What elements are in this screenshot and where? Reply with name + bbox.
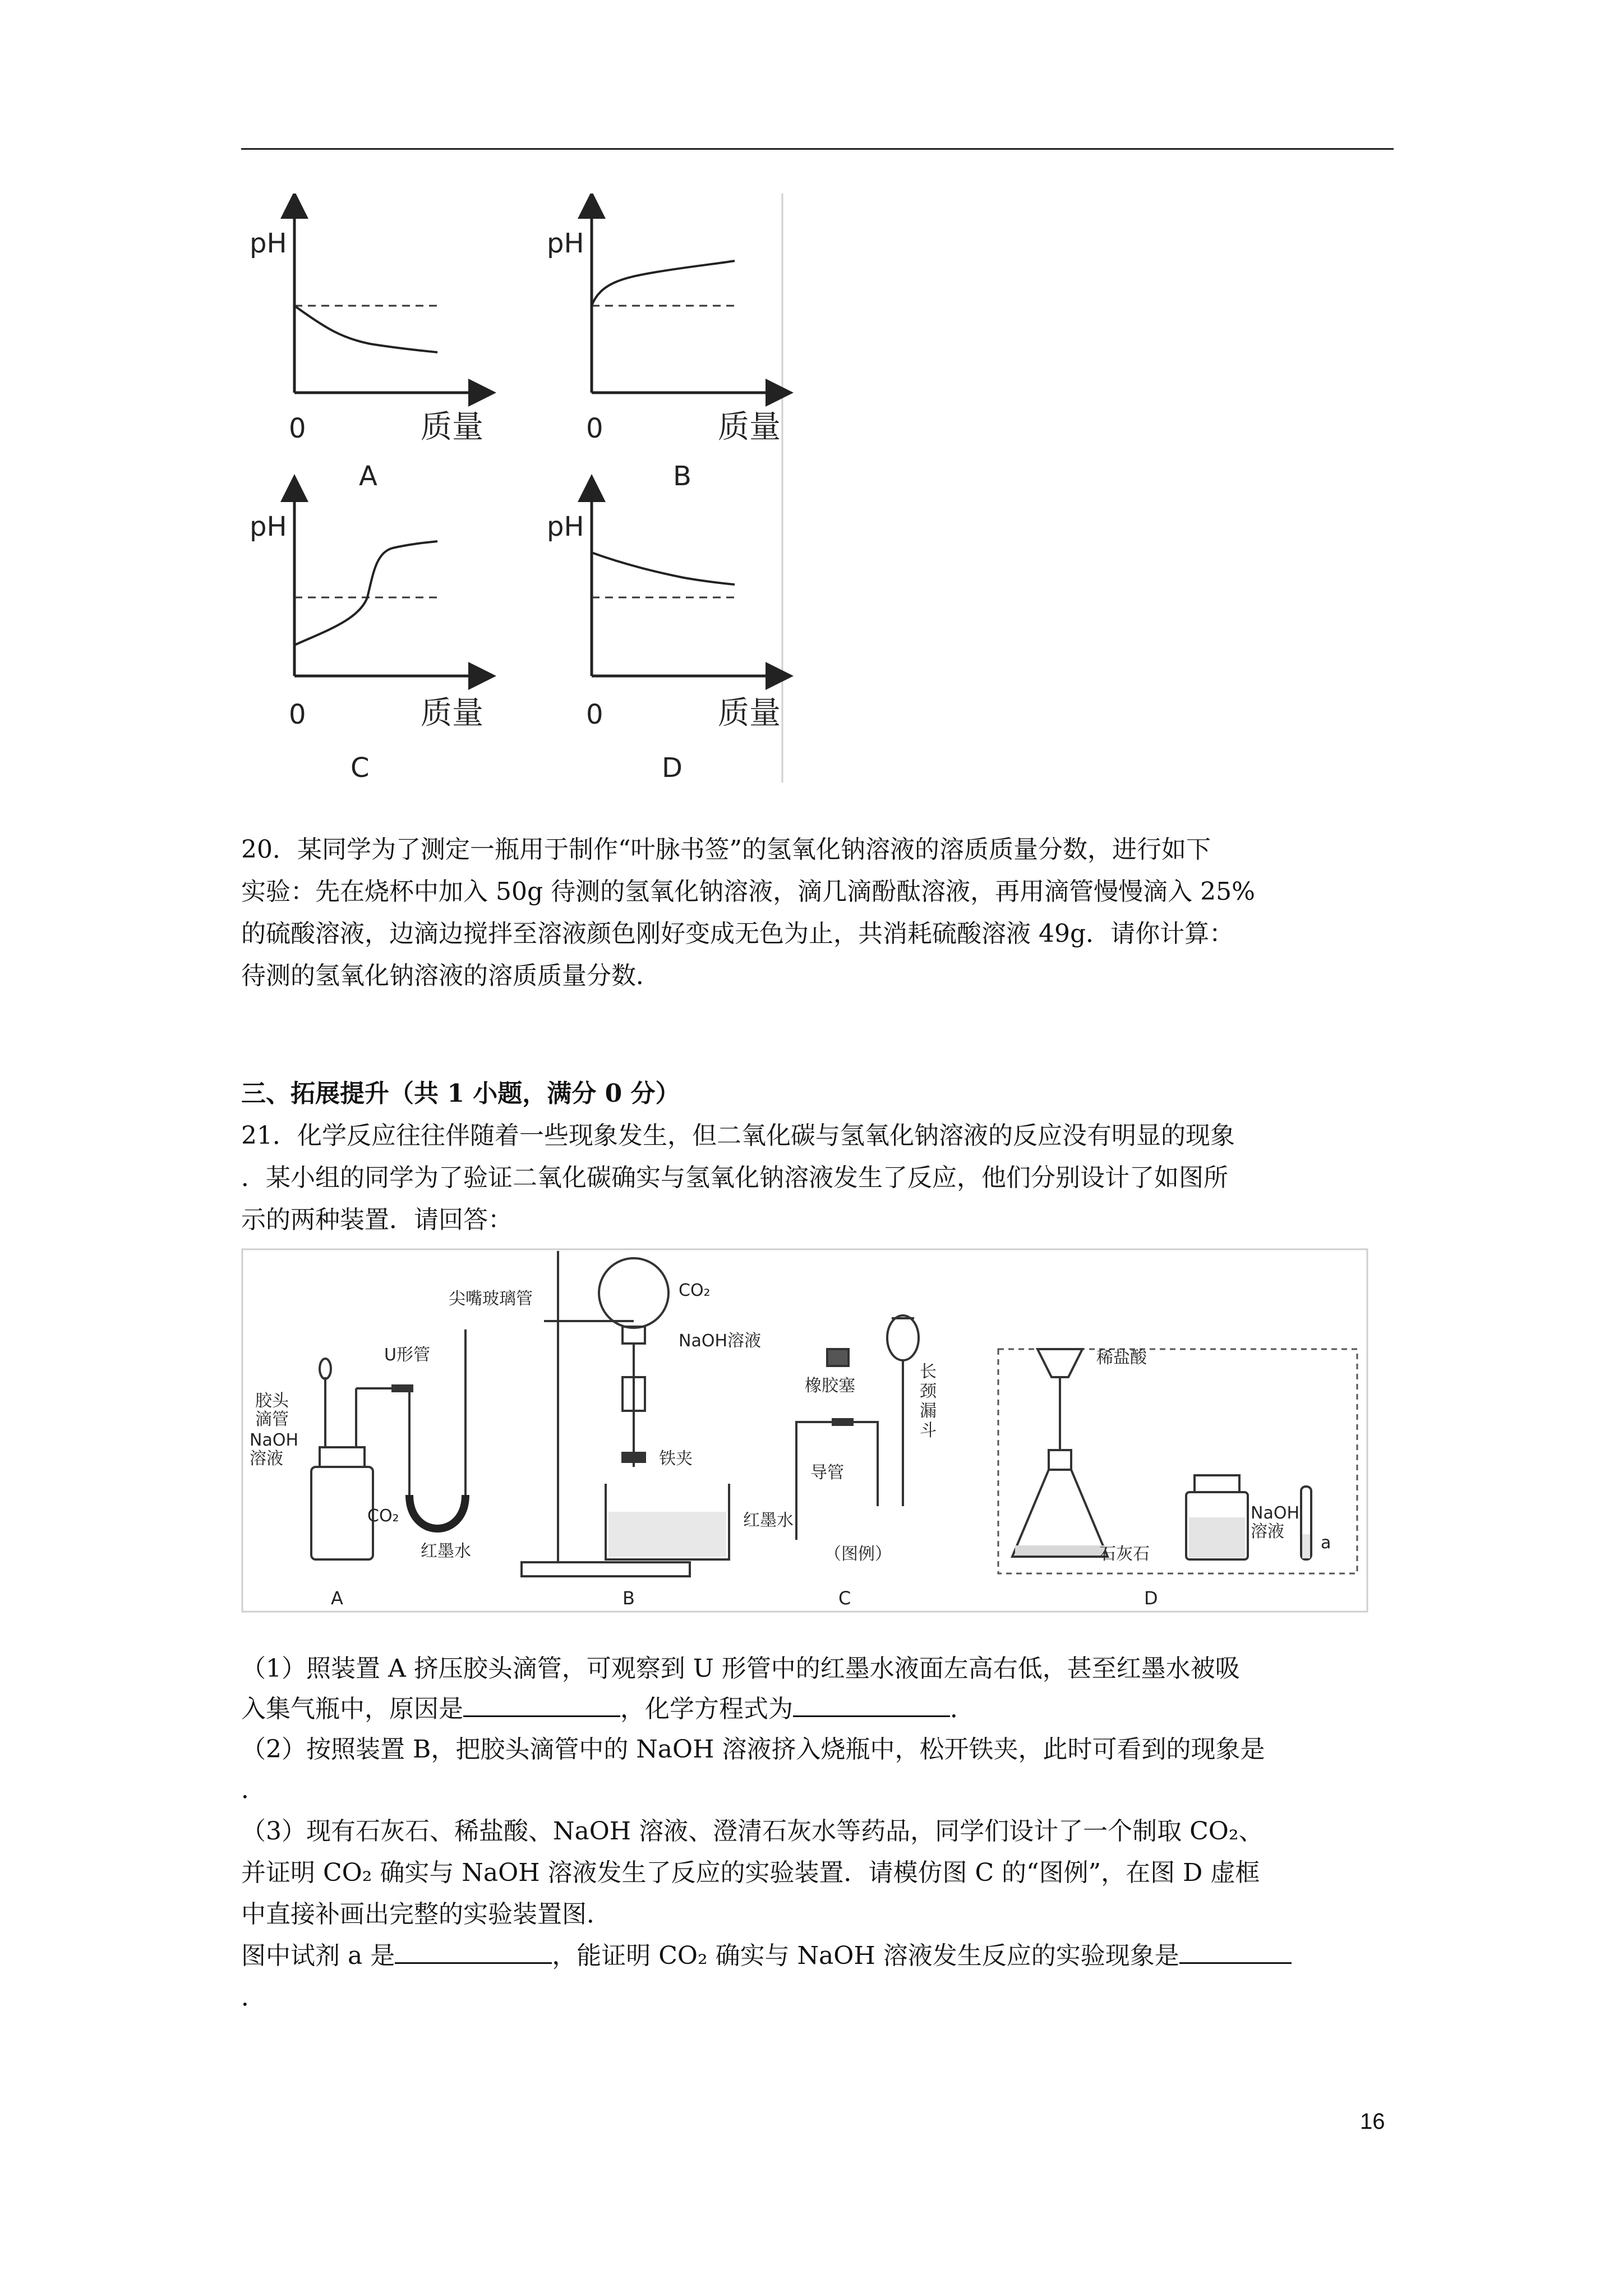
origin-label-b: 0 [586,413,603,444]
label-naoh-d-1: NaOH [1251,1503,1299,1523]
label-naoh-b: NaOH溶液 [679,1331,761,1351]
answer-blank-reason[interactable] [463,1690,620,1717]
answer-blank-phenomenon[interactable] [1179,1936,1292,1964]
ph-axis-label-d: pH [547,511,584,542]
sub3-line-5: ． [241,1983,266,2012]
label-dropper-2: 滴管 [255,1410,289,1429]
q20-line-3: 的硫酸溶液，边滴边搅拌至溶液颜色刚好变成无色为止，共消耗硫酸溶液 49g．请你计算： [241,919,1234,948]
sub2-line-1: （2）按照装置 B，把胶头滴管中的 NaOH 溶液挤入烧瓶中，松开铁夹，此时可看到的现象是 [241,1735,1265,1764]
origin-label-c: 0 [289,699,306,730]
graph-panel-a [250,205,483,492]
label-stopper: 橡胶塞 [805,1376,855,1396]
sub3-text-b: ，能证明 CO₂ 确实与 NaOH 溶液发生反应的实验现象是 [552,1941,1179,1970]
sub3-line-4 [241,1936,1292,1976]
label-nozzle-tube: 尖嘴玻璃管 [449,1289,533,1309]
caption-a: A [331,1588,343,1609]
q21-line-1: 21．化学反应往往伴随着一些现象发生，但二氧化碳与氢氧化钠溶液的反应没有明显的现象 [241,1121,1235,1150]
label-co2-a: CO₂ [367,1506,399,1526]
label-naoh-d-2: 溶液 [1251,1522,1284,1542]
sub1-line-2 [241,1690,975,1729]
ph-axis-label-a: pH [250,228,287,259]
mass-axis-label-a: 质量 [421,409,483,445]
label-co2-b: CO₂ [679,1281,711,1300]
q20-line-2: 实验：先在烧杯中加入 50g 待测的氢氧化钠溶液，滴几滴酚酞溶液，再用滴管慢慢滴入 25% [241,877,1255,906]
mass-axis-label-d: 质量 [718,695,781,731]
graph-caption-b: B [673,461,691,492]
sub3-text-a: 图中试剂 a 是 [241,1941,395,1970]
graph-panel-b [547,205,781,492]
label-naoh-a-2: 溶液 [250,1449,283,1469]
caption-d: D [1144,1588,1158,1609]
label-red-ink-a: 红墨水 [421,1542,471,1561]
sub1-line-1: （1）照装置 A 挤压胶头滴管，可观察到 U 形管中的红墨水液面左高右低，甚至红墨水被吸 [241,1654,1240,1683]
sub3-line-1: （3）现有石灰石、稀盐酸、NaOH 溶液、澄清石灰水等药品，同学们设计了一个制取 CO₂、 [241,1817,1264,1846]
graph-panel-d [547,488,781,783]
label-clamp: 铁夹 [659,1449,693,1469]
graph-caption-d: D [662,752,683,783]
label-funnel-2: 颈 [920,1382,937,1401]
ph-axis-label-c: pH [250,511,287,542]
sub3-line-3: 中直接补画出完整的实验装置图． [241,1900,611,1929]
label-naoh-a-1: NaOH [250,1430,298,1450]
label-reagent-a: a [1321,1533,1331,1553]
label-dropper-1: 胶头 [255,1391,289,1411]
answer-blank-equation[interactable] [793,1690,950,1717]
label-red-ink-b: 红墨水 [743,1511,794,1530]
q21-line-3: 示的两种装置．请回答： [241,1205,513,1234]
q20-line-4: 待测的氢氧化钠溶液的溶质质量分数． [241,961,661,990]
q21-line-2: ．某小组的同学为了验证二氧化碳确实与氢氧化钠溶液发生了反应，他们分别设计了如图所 [241,1163,1228,1192]
origin-label-d: 0 [586,699,603,730]
header-rule [241,148,1394,150]
ph-axis-label-b: pH [547,228,584,259]
label-funnel-3: 漏 [920,1401,937,1421]
sub1-text-a: 入集气瓶中，原因是 [241,1695,463,1723]
mass-axis-label-b: 质量 [718,409,781,445]
sub1-text-b: ，化学方程式为 [620,1695,793,1723]
ph-graphs-figure [241,194,802,783]
label-dilute-hcl: 稀盐酸 [1096,1348,1147,1368]
graph-panel-c [250,488,483,783]
label-u-tube: U形管 [384,1345,430,1365]
label-funnel-4: 斗 [920,1421,937,1441]
caption-c: C [838,1588,851,1609]
label-funnel-1: 长 [920,1362,937,1382]
q20-line-1: 20．某同学为了测定一瓶用于制作“叶脉书签”的氢氧化钠溶液的溶质质量分数，进行如下 [241,835,1211,864]
mass-axis-label-c: 质量 [421,695,483,731]
label-limestone: 石灰石 [1099,1544,1150,1564]
sub2-line-2: ． [241,1775,266,1804]
answer-blank-reagent[interactable] [395,1936,552,1964]
page-number: 16 [1360,2109,1385,2134]
caption-b: B [623,1588,635,1609]
origin-label-a: 0 [289,413,306,444]
section-heading: 三、拓展提升（共 1 小题，满分 0 分） [241,1079,680,1108]
label-legend: （图例） [824,1544,892,1564]
sub1-text-c: ． [950,1695,975,1723]
graph-caption-c: C [351,752,370,783]
sub3-line-2: 并证明 CO₂ 确实与 NaOH 溶液发生了反应的实验装置．请模仿图 C 的“图例”，在图 D 虚框 [241,1858,1260,1887]
apparatus-b-liquid [608,1512,726,1557]
label-conduit: 导管 [810,1463,844,1483]
apparatus-figure [241,1248,1368,1613]
graph-caption-a: A [359,461,377,492]
